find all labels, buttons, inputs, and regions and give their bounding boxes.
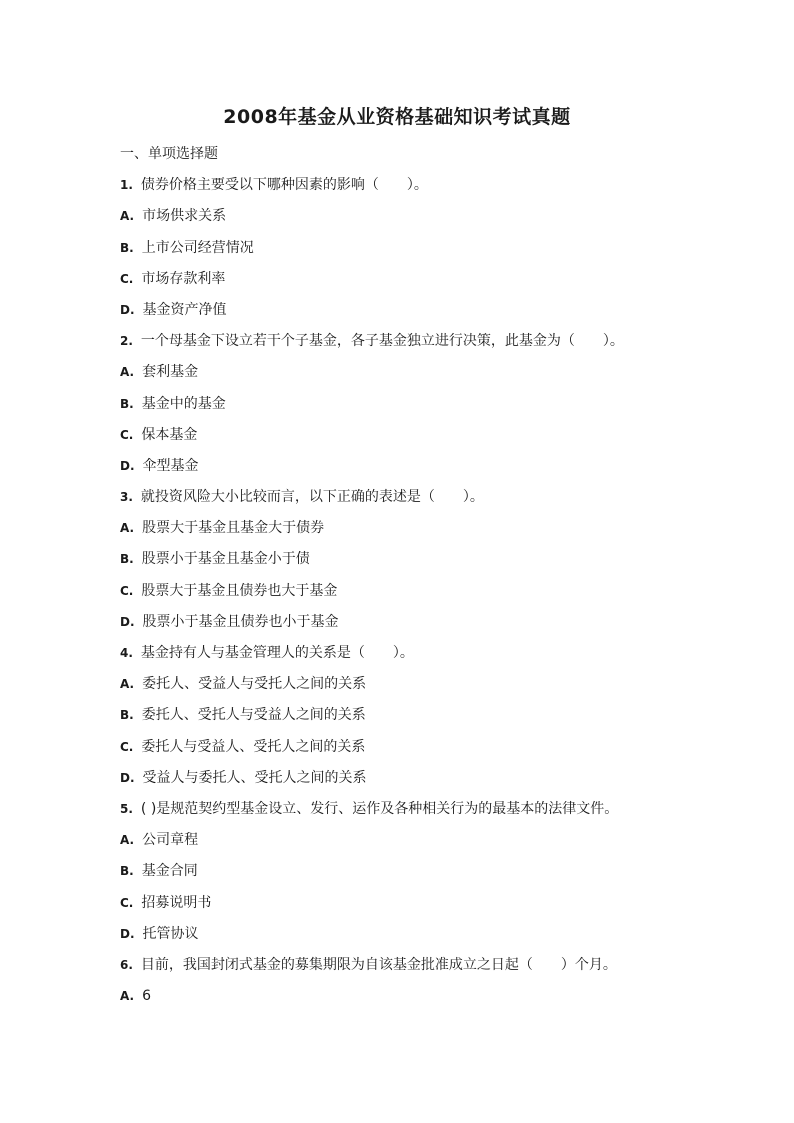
option-text: 委托人与受益人、受托人之间的关系 bbox=[141, 738, 366, 755]
option-text: 公司章程 bbox=[142, 832, 199, 849]
option-text: 托管协议 bbox=[142, 925, 199, 942]
question-3 bbox=[120, 487, 720, 518]
option-letter: A. bbox=[120, 833, 135, 848]
option-5a bbox=[120, 830, 720, 861]
option-3b bbox=[120, 549, 720, 580]
option-text: 市场存款利率 bbox=[141, 270, 226, 287]
option-text: 委托人、受托人与受益人之间的关系 bbox=[141, 707, 366, 724]
question-1 bbox=[120, 175, 720, 206]
question-number: 5. bbox=[120, 801, 133, 816]
option-letter: A. bbox=[120, 989, 135, 1004]
option-6a bbox=[120, 986, 720, 1017]
question-2 bbox=[120, 331, 720, 362]
question-number: 6. bbox=[120, 957, 133, 972]
option-1b bbox=[120, 238, 720, 269]
question-number: 2. bbox=[120, 334, 133, 349]
question-number: 4. bbox=[120, 646, 133, 660]
option-letter: B. bbox=[120, 396, 134, 411]
option-1c bbox=[120, 269, 720, 300]
option-4b bbox=[120, 705, 720, 736]
option-text: 招募说明书 bbox=[141, 894, 212, 911]
option-4a bbox=[120, 674, 720, 705]
option-text: 股票小于基金且债券也小于基金 bbox=[142, 613, 339, 630]
question-number: 3. bbox=[120, 490, 133, 505]
option-3a bbox=[120, 518, 720, 549]
option-letter: C. bbox=[120, 895, 134, 910]
question-text: 基金持有人与基金管理人的关系是（ ）。 bbox=[140, 645, 414, 661]
option-1a bbox=[120, 206, 720, 237]
option-letter: A. bbox=[120, 209, 135, 224]
document-body bbox=[120, 144, 720, 1017]
option-3c bbox=[120, 581, 720, 612]
option-2a bbox=[120, 362, 720, 393]
option-4c bbox=[120, 737, 720, 768]
option-text: 受益人与委托人、受托人之间的关系 bbox=[142, 769, 367, 786]
option-text: 套利基金 bbox=[142, 364, 199, 381]
option-4d bbox=[120, 768, 720, 799]
option-letter: A. bbox=[120, 677, 135, 692]
option-letter: C. bbox=[120, 739, 134, 754]
option-5d bbox=[120, 924, 720, 955]
option-text: 伞型基金 bbox=[142, 457, 199, 474]
option-letter: D. bbox=[120, 926, 135, 941]
option-letter: C. bbox=[120, 427, 134, 442]
question-5 bbox=[120, 799, 720, 830]
option-text: 上市公司经营情况 bbox=[141, 239, 254, 256]
option-letter: C. bbox=[120, 583, 134, 598]
option-letter: B. bbox=[120, 708, 134, 723]
option-text: 保本基金 bbox=[141, 426, 198, 443]
option-letter: D. bbox=[120, 302, 135, 317]
option-text: 基金中的基金 bbox=[141, 395, 226, 412]
document-title: 2008年基金从业资格基础知识考试真题 bbox=[223, 106, 571, 128]
option-letter: A. bbox=[120, 365, 135, 380]
question-text: 目前，我国封闭式基金的募集期限为自该基金批准成立之日起（ ）个月。 bbox=[140, 956, 617, 973]
section-heading: 一、单项选择题 bbox=[120, 146, 218, 162]
option-text: 股票小于基金且基金小于债 bbox=[141, 551, 310, 568]
option-letter: B. bbox=[120, 864, 134, 879]
option-letter: B. bbox=[120, 552, 134, 567]
question-number: 1. bbox=[120, 178, 133, 193]
option-5b bbox=[120, 861, 720, 892]
option-text: 基金资产净值 bbox=[142, 301, 227, 318]
question-6 bbox=[120, 955, 720, 986]
option-letter: D. bbox=[120, 614, 135, 629]
option-2c bbox=[120, 425, 720, 456]
option-text: 6 bbox=[142, 988, 151, 1005]
option-letter: B. bbox=[120, 240, 134, 255]
question-4 bbox=[120, 643, 720, 674]
option-letter: D. bbox=[120, 770, 135, 785]
option-2b bbox=[120, 394, 720, 425]
option-1d bbox=[120, 300, 720, 331]
option-text: 委托人、受益人与受托人之间的关系 bbox=[142, 676, 367, 693]
option-text: 股票大于基金且基金大于债券 bbox=[142, 520, 325, 537]
option-text: 股票大于基金且债券也大于基金 bbox=[141, 582, 338, 599]
option-text: 基金合同 bbox=[141, 863, 198, 880]
option-letter: D. bbox=[120, 458, 135, 473]
option-3d bbox=[120, 612, 720, 643]
option-letter: C. bbox=[120, 271, 134, 286]
option-2d bbox=[120, 456, 720, 487]
question-text: 就投资风险大小比较而言，以下正确的表述是（ ）。 bbox=[140, 489, 484, 506]
question-text: 一个母基金下设立若干个子基金，各子基金独立进行决策，此基金为（ ）。 bbox=[140, 333, 624, 350]
option-5c bbox=[120, 893, 720, 924]
option-letter: A. bbox=[120, 521, 135, 536]
question-text: ( )是规范契约型基金设立、发行、运作及各种相关行为的最基本的法律文件。 bbox=[140, 800, 619, 817]
question-text: 债券价格主要受以下哪种因素的影响（ ）。 bbox=[140, 177, 428, 194]
option-text: 市场供求关系 bbox=[142, 208, 227, 225]
